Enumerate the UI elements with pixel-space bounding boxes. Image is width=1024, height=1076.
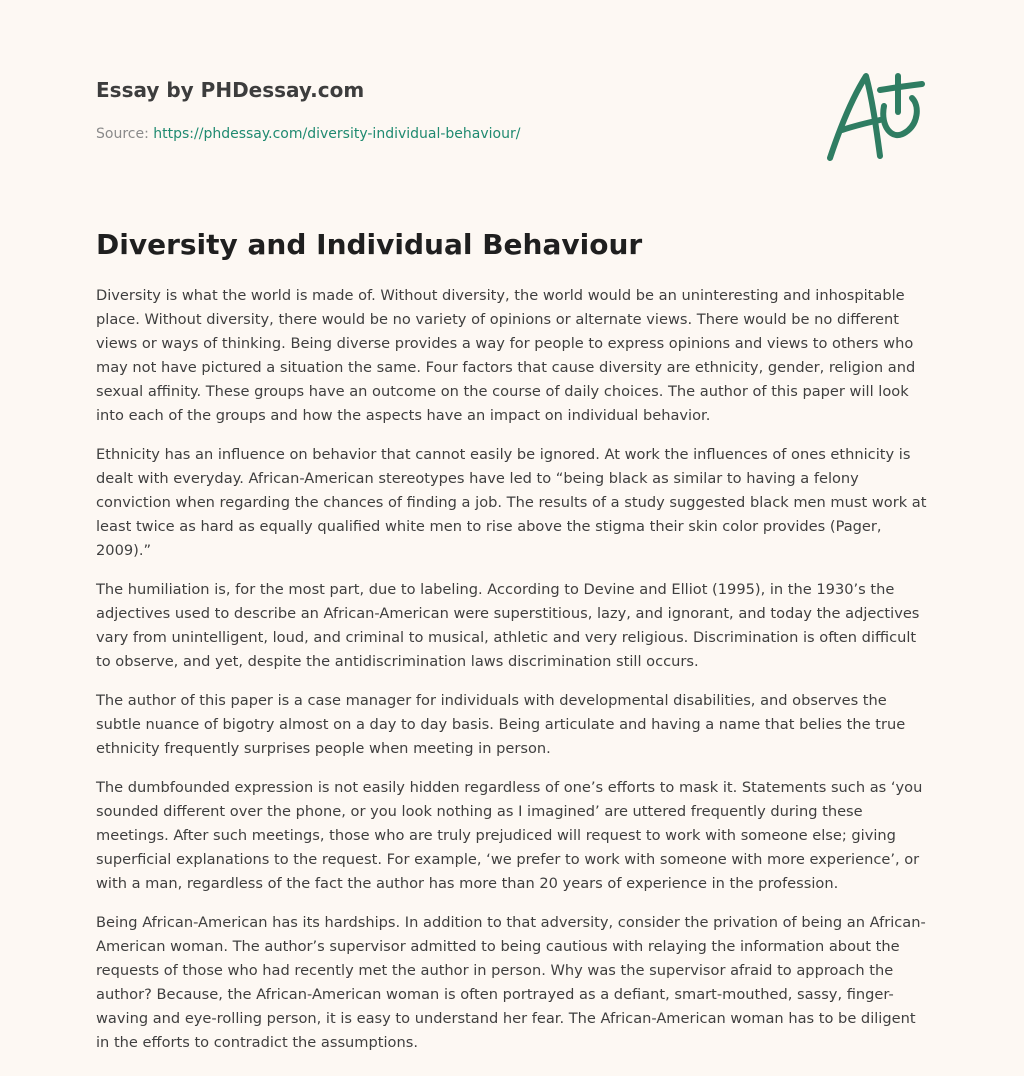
paragraph: Ethnicity has an influence on behavior that cannot easily be ignored. At work the influences of ones ethnicity is dealt with everyday. African-American stereotypes have led to “being black as similar to having a felony conviction when regarding the chances of finding a job. The results of a study suggested black men must work at least twice as hard as equally qualified white men to rise above the stigma their skin color provides (Pager, 2009).” bbox=[96, 446, 927, 559]
paragraph: The dumbfounded expression is not easily hidden regardless of one’s efforts to mask it. Statements such as ‘you sounded different over the phone, or you look nothing as I imagined’ are uttered frequently during these meetings. After such meetings, those who are truly prejudiced will request to work with someone else; giving superficial explanations to the request. For example, ‘we prefer to work with someone with more experience’, or with a man, regardless of the fact the author has more than 20 years of experience in the profession. bbox=[96, 779, 923, 892]
source-line bbox=[96, 124, 696, 144]
paragraph: Being African-American has its hardships. In addition to that adversity, consider the privation of being an African-American woman. The author’s supervisor admitted to being cautious with relaying the information about the requests of those who had recently met the author in person. Why was the supervisor afraid to approach the author? Because, the African-American woman is often portrayed as a defiant, smart-mouthed, sassy, finger-waving and eye-rolling person, it is easy to understand her fear. The African-American woman has to be diligent in the efforts to contradict the assumptions. bbox=[96, 914, 926, 1051]
paragraph: The humiliation is, for the most part, due to labeling. According to Devine and Elliot (1995), in the 1930’s the adjectives used to describe an African-American were superstitious, lazy, and ignorant, and today the adjectives vary from unintelligent, loud, and criminal to musical, athletic and very religious. Discrimination is often difficult to observe, and yet, despite the antidiscrimination laws discrimination still occurs. bbox=[96, 581, 920, 670]
a-plus-logo-icon bbox=[822, 68, 926, 164]
essay-body bbox=[96, 284, 932, 1070]
essay-title: Diversity and Individual Behaviour bbox=[96, 228, 643, 261]
paragraph: The author of this paper is a case manager for individuals with developmental disabilities, and observes the subtle nuance of bigotry almost on a day to day basis. Being articulate and having a name that belies the true ethnicity frequently surprises people when meeting in person. bbox=[96, 692, 906, 757]
essay-header bbox=[96, 76, 696, 144]
brand-title: Essay by PHDessay.com bbox=[96, 78, 365, 102]
source-link[interactable]: https://phdessay.com/diversity-individual-behaviour/ bbox=[153, 126, 521, 142]
paragraph: Diversity is what the world is made of. Without diversity, the world would be an uninteresting and inhospitable place. Without diversity, there would be no variety of opinions or alternate views. There would be no different views or ways of thinking. Being diverse provides a way for people to express opinions and views to others who may not have pictured a situation the same. Four factors that cause diversity are ethnicity, gender, religion and sexual affinity. These groups have an outcome on the course of daily choices. The author of this paper will look into each of the groups and how the aspects have an impact on individual behavior. bbox=[96, 287, 916, 424]
source-label: Source: bbox=[96, 126, 154, 142]
